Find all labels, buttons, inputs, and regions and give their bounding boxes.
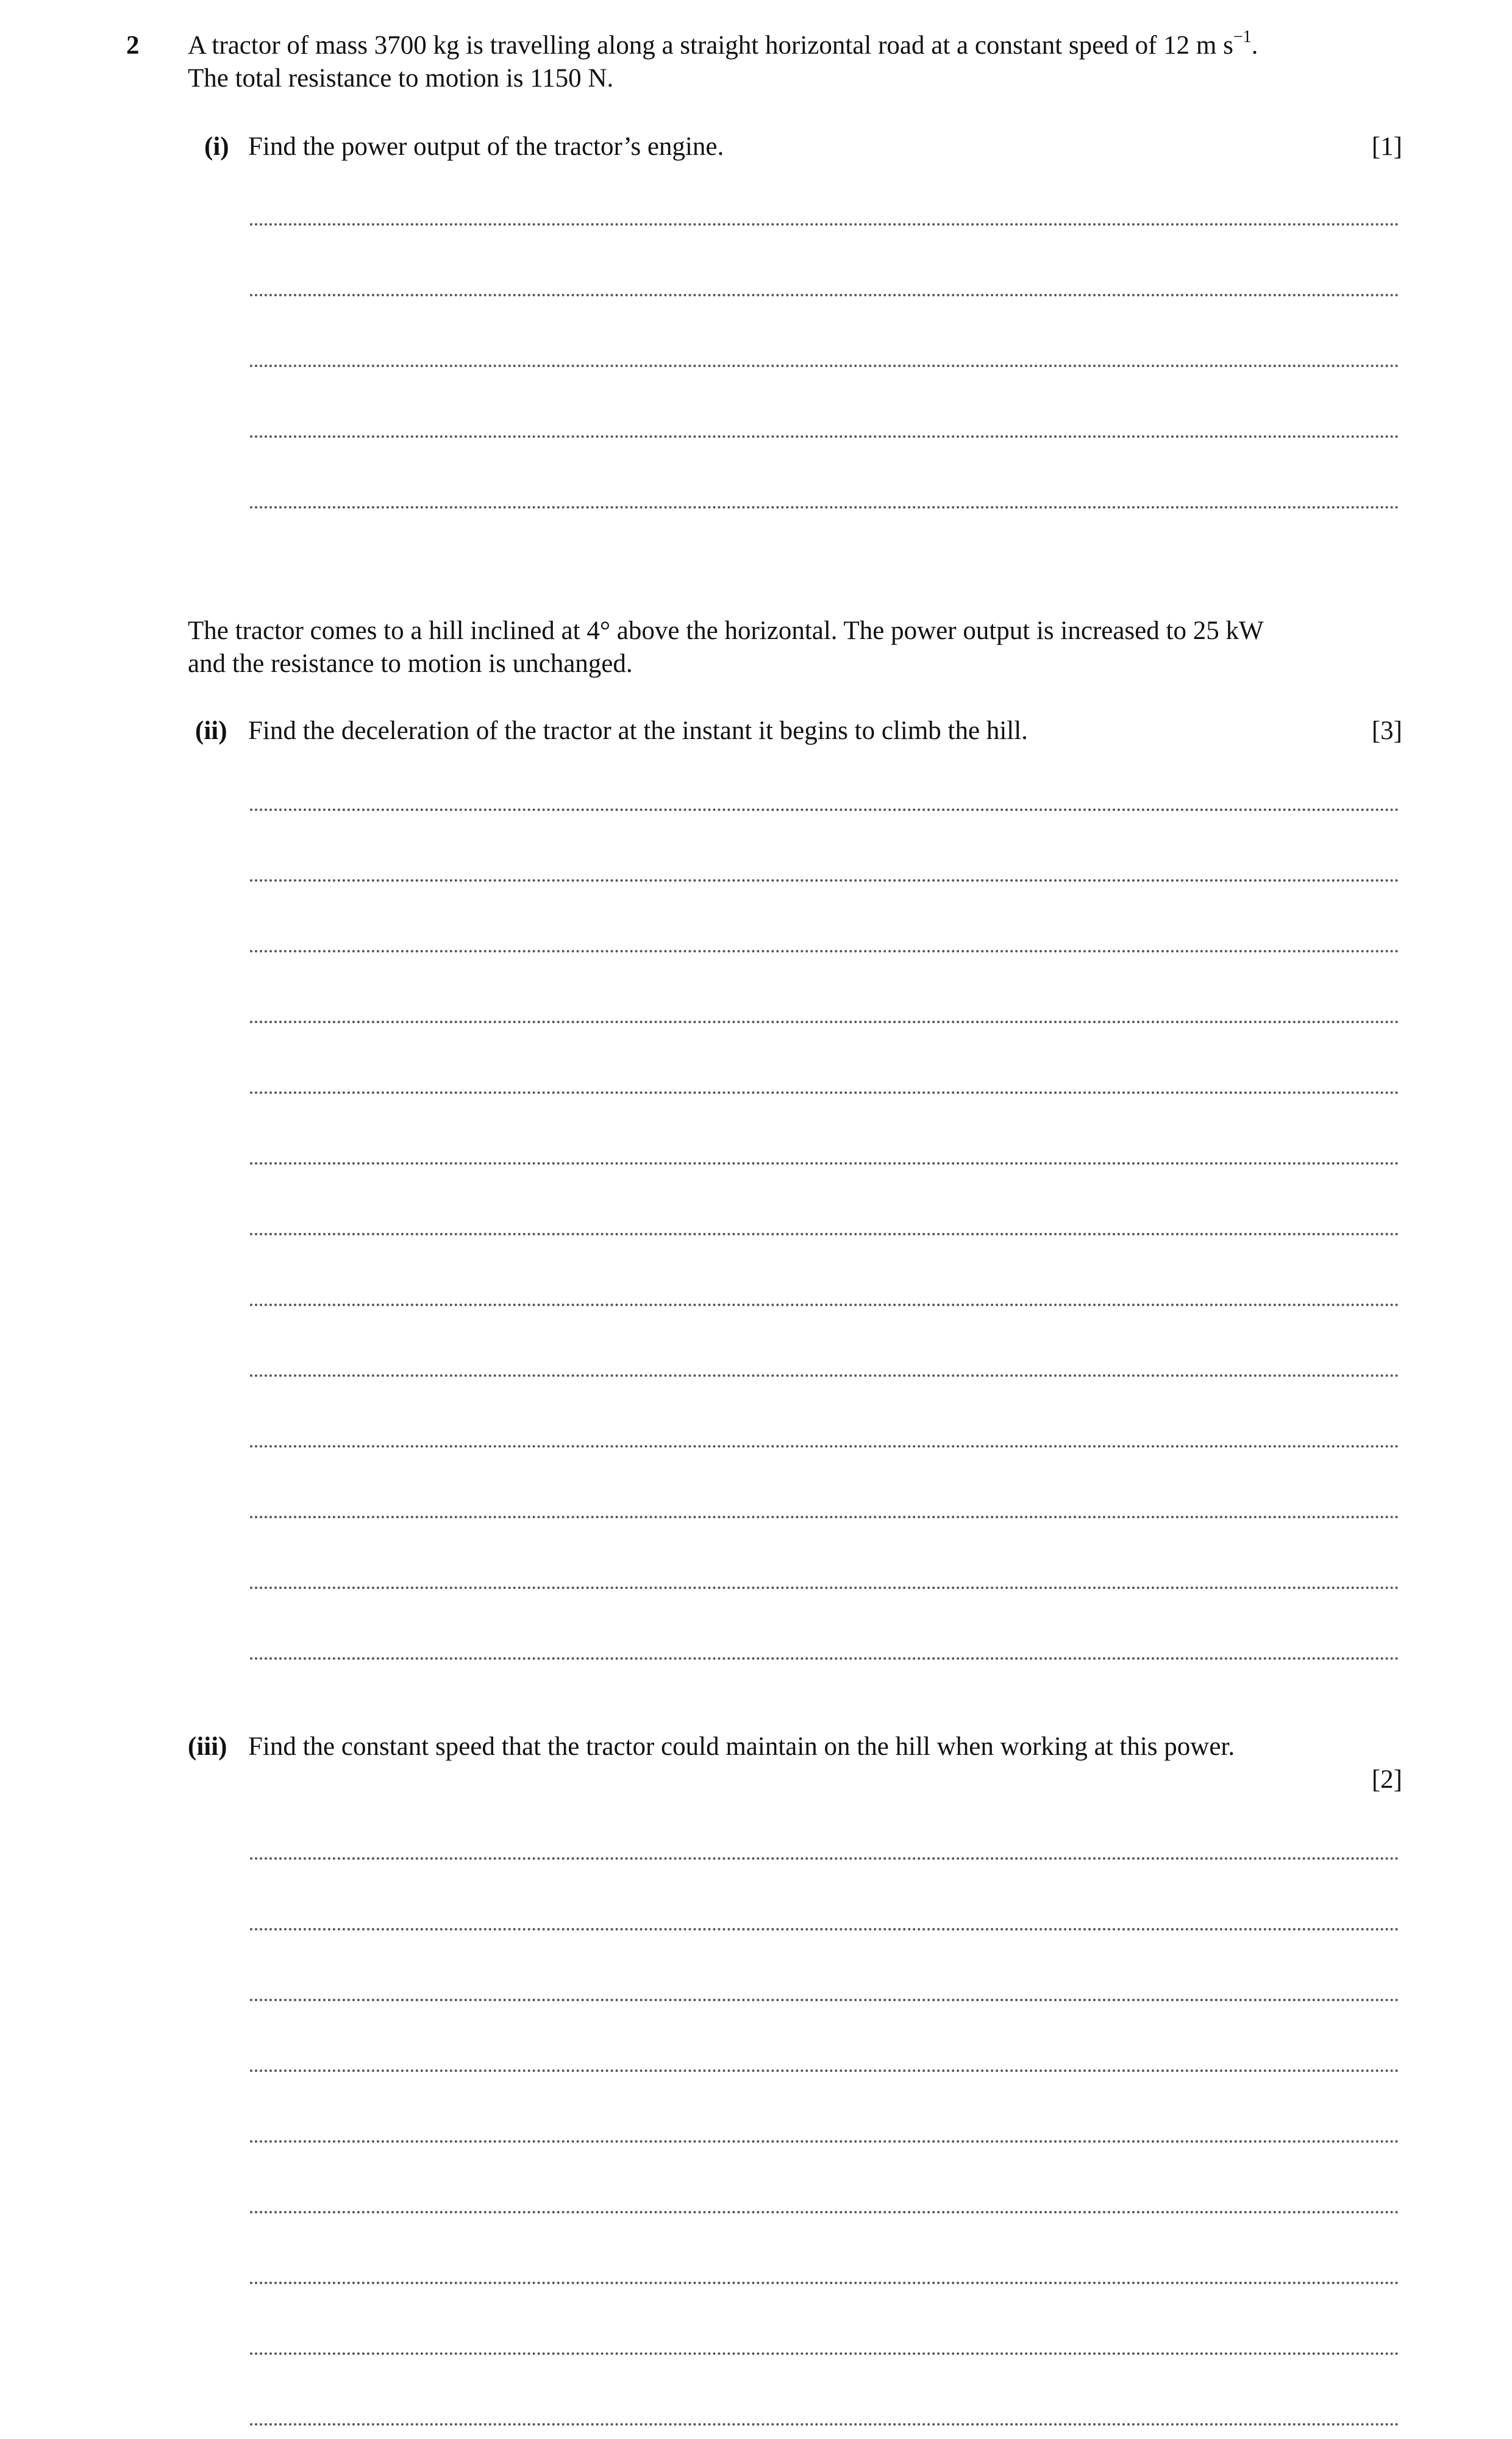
part-i-question: Find the power output of the tractor’s engine. bbox=[248, 132, 724, 161]
answer-line[interactable] bbox=[250, 2211, 1399, 2213]
part-ii-label: (ii) bbox=[195, 716, 227, 745]
answer-line[interactable] bbox=[250, 1999, 1399, 2001]
part-ii-question: Find the deceleration of the tractor at the instant it begins to climb the hill. bbox=[248, 716, 1028, 745]
part-iii-question: Find the constant speed that the tractor could maintain on the hill when working at this power. bbox=[248, 1732, 1235, 1761]
intro-period: . bbox=[1251, 31, 1258, 60]
answer-line[interactable] bbox=[250, 2352, 1399, 2355]
answer-line[interactable] bbox=[250, 950, 1399, 952]
answer-line[interactable] bbox=[250, 2140, 1399, 2143]
question-intro-line1 bbox=[188, 29, 1258, 62]
answer-line[interactable] bbox=[250, 1162, 1399, 1165]
answer-line[interactable] bbox=[250, 294, 1399, 296]
question-intro-line2: The total resistance to motion is 1150 N. bbox=[188, 64, 614, 93]
context-line1: The tractor comes to a hill inclined at 4° above the horizontal. The power output is increased to 25 kW bbox=[188, 616, 1264, 645]
answer-line[interactable] bbox=[250, 365, 1399, 367]
answer-line[interactable] bbox=[250, 1304, 1399, 1306]
answer-line[interactable] bbox=[250, 1657, 1399, 1660]
part-ii-marks: [3] bbox=[1371, 716, 1402, 745]
unit-exponent: −1 bbox=[1233, 27, 1252, 46]
answer-line[interactable] bbox=[250, 1233, 1399, 1235]
answer-line[interactable] bbox=[250, 879, 1399, 882]
part-iii-marks: [2] bbox=[1371, 1765, 1402, 1794]
part-iii-label: (iii) bbox=[188, 1732, 227, 1761]
answer-line[interactable] bbox=[250, 1021, 1399, 1023]
answer-line[interactable] bbox=[250, 2069, 1399, 2072]
answer-line[interactable] bbox=[250, 435, 1399, 438]
answer-line[interactable] bbox=[250, 1516, 1399, 1518]
answer-line[interactable] bbox=[250, 1857, 1399, 1860]
context-line2: and the resistance to motion is unchanged. bbox=[188, 649, 633, 678]
part-i-marks: [1] bbox=[1371, 132, 1402, 161]
answer-line[interactable] bbox=[250, 223, 1399, 226]
answer-line[interactable] bbox=[250, 1374, 1399, 1377]
answer-line[interactable] bbox=[250, 2423, 1399, 2426]
question-number: 2 bbox=[126, 31, 140, 60]
answer-line[interactable] bbox=[250, 506, 1399, 509]
part-i-label: (i) bbox=[204, 132, 229, 161]
answer-line[interactable] bbox=[250, 2282, 1399, 2284]
answer-line[interactable] bbox=[250, 1928, 1399, 1930]
answer-line[interactable] bbox=[250, 1587, 1399, 1589]
answer-line[interactable] bbox=[250, 1091, 1399, 1094]
answer-line[interactable] bbox=[250, 1445, 1399, 1448]
answer-line[interactable] bbox=[250, 809, 1399, 811]
intro-text: A tractor of mass 3700 kg is travelling along a straight horizontal road at a constant speed of 12 m s bbox=[188, 31, 1233, 60]
